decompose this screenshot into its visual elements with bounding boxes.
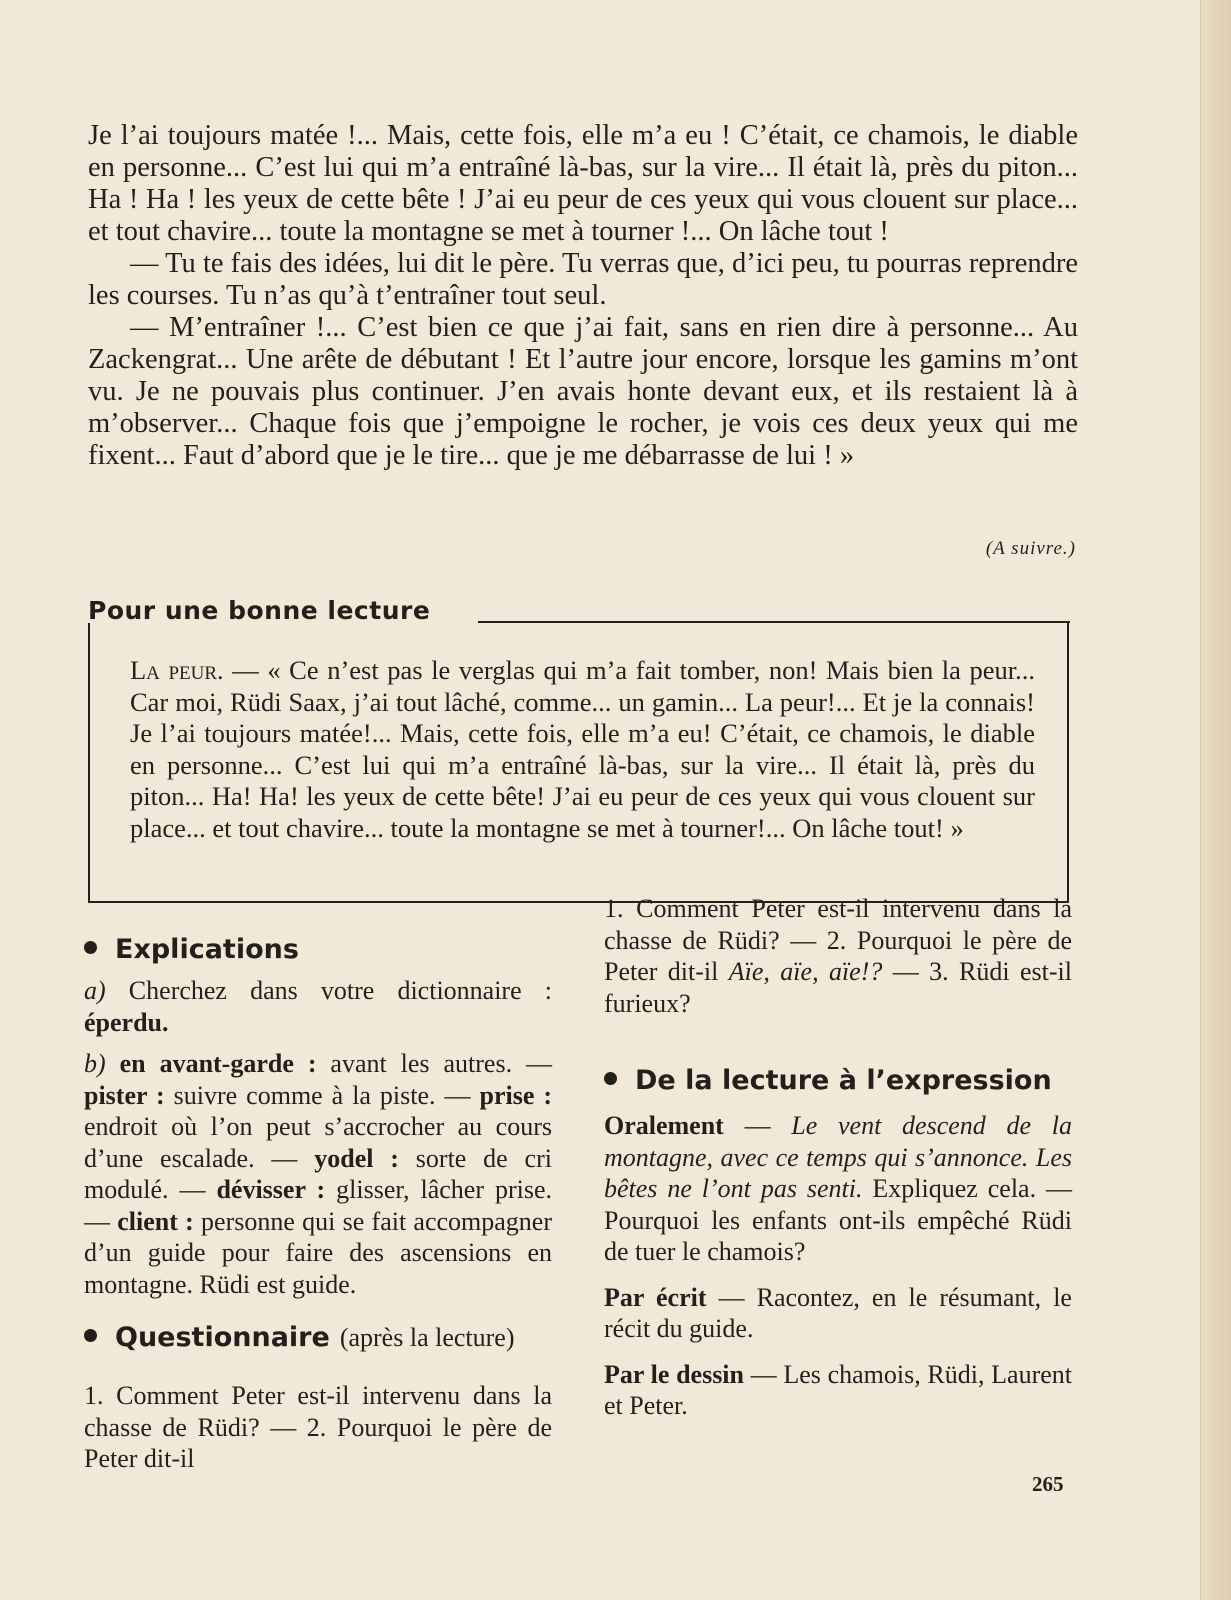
- page-edge: [1200, 0, 1231, 1600]
- vocab-def: avant les autres. —: [316, 1049, 553, 1078]
- exercise-quote: Le vent descend de la montagne, avec ce temps qui s’annonce. Les bêtes ne l’ont pas senti.: [604, 1111, 1072, 1203]
- reading-text: [130, 655, 1035, 844]
- vocab-def: personne qui se fait accompagner d’un guide pour faire des ascensions en montagne. Rüdi est guide.: [84, 1206, 553, 1299]
- explications-heading: [84, 934, 552, 965]
- vocab-term: dévisser :: [216, 1175, 326, 1204]
- vocab-term: yodel :: [314, 1143, 399, 1173]
- right-column: [604, 894, 1072, 1422]
- story-paragraph: — Tu te fais des idées, lui dit le père. Tu verras que, d’ici peu, tu pourras reprendre les courses. Tu n’as qu’à t’entraîner tout seul.: [88, 248, 1078, 311]
- question-italic: Aïe, aïe, aïe!?: [728, 957, 883, 986]
- expression-heading: [604, 1065, 1072, 1096]
- vocab-def: endroit où l’on peut s’accrocher au cours d’une escalade. —: [84, 1112, 552, 1173]
- dash: —: [723, 1111, 792, 1140]
- question-text: — 3. Rüdi est-il furieux?: [604, 957, 1072, 1018]
- item-letter: b): [84, 1049, 106, 1078]
- question-text: 1. Comment Peter est-il intervenu dans la chasse de Rüdi? — 2. Pourquoi le père de Peter dit-il: [604, 894, 1072, 986]
- bullet-icon: [84, 941, 97, 954]
- oral-exercise: [604, 1110, 1072, 1268]
- exercise-text: — Racontez, en le résumant, le récit du guide.: [604, 1282, 1072, 1343]
- questionnaire-hint: (après la lecture): [339, 1323, 515, 1352]
- vocab-term: prise :: [479, 1080, 552, 1110]
- reading-label: La peur.: [130, 655, 224, 685]
- written-exercise: [604, 1282, 1072, 1345]
- exercise-label: Oralement: [604, 1111, 724, 1140]
- vocab-def: suivre comme à la piste. —: [164, 1080, 480, 1110]
- vocab-def: sorte de cri modulé. —: [84, 1143, 552, 1204]
- story-paragraph: — M’entraîner !... C’est bien ce que j’ai fait, sans en rien dire à personne... Au Zackengrat... Une arête de débutant ! Et l’autre jour encore, lorsque les gamins m’ont vu. Je ne pouvais plus continuer. J’en avais honte devant eux, et ils restaient là à m’observer... Chaque fois que j’empoigne le rocher, je vois ces deux yeux qui me fixent... Faut d’abord que je le tire... que je me débarrasse de lui ! »: [88, 312, 1078, 471]
- vocab-term: pister :: [84, 1080, 165, 1110]
- drawing-exercise: [604, 1359, 1072, 1422]
- expression-title: De la lecture à l’expression: [635, 1065, 1052, 1096]
- vocab-term: client :: [117, 1206, 194, 1236]
- exercise-text: — Les chamois, Rüdi, Laurent et Peter.: [604, 1359, 1072, 1420]
- exercise-text: Expliquez cela. — Pourquoi les enfants ont-ils empêché Rüdi de tuer le chamois?: [604, 1174, 1072, 1266]
- explication-b: [84, 1048, 552, 1300]
- item-letter: a): [84, 976, 106, 1005]
- questionnaire-continued: [604, 894, 1072, 1019]
- vocab-def: glisser, lâcher prise. —: [84, 1175, 552, 1236]
- questionnaire-title: Questionnaire: [115, 1322, 330, 1353]
- explication-a: [84, 975, 552, 1038]
- vocab-term: en avant-garde :: [119, 1049, 317, 1078]
- vocab-term: éperdu.: [84, 1007, 169, 1037]
- question-line: [84, 1380, 552, 1473]
- story-text: [88, 120, 1078, 472]
- reading-heading: Pour une bonne lecture: [88, 596, 431, 625]
- bullet-icon: [84, 1329, 97, 1342]
- left-column: [84, 934, 552, 1353]
- story-paragraph: Je l’ai toujours matée !... Mais, cette fois, elle m’a eu ! C’était, ce chamois, le diable en personne... C’est lui qui m’a entraîné là-bas, sur la vire... Il était là, près du piton... Ha ! Ha ! les yeux de cette bête ! J’ai eu peur de ces yeux qui vous clouent sur place... et tout chavire... toute la montagne se met à tourner !... On lâche tout !: [88, 120, 1078, 247]
- question-text: 1. Comment Peter est-il intervenu dans la chasse de Rüdi? — 2. Pourquoi le père de Peter dit-il: [84, 1381, 552, 1473]
- questionnaire-heading: [84, 1322, 552, 1353]
- exercise-label: Par écrit: [604, 1282, 707, 1312]
- explications-title: Explications: [115, 934, 299, 965]
- item-text: Cherchez dans votre dictionnaire :: [105, 976, 552, 1005]
- page-number: 265: [1032, 1472, 1064, 1496]
- bullet-icon: [604, 1072, 617, 1085]
- questionnaire-text-left: [84, 1380, 552, 1473]
- to-be-continued: (A suivre.): [985, 538, 1076, 559]
- reading-body: — « Ce n’est pas le verglas qui m’a fait tomber, non! Mais bien la peur... Car moi, Rüdi Saax, j’ai tout lâché, comme... un gamin... La peur!... Et je la connais! Je l’ai toujours matée!... Mais, cette fois, elle m’a eu! C’était, ce chamois, le diable en personne... C’est lui qui m’a entraîné là-bas, sur la vire... Il était là, près du piton... Ha! Ha! les yeux de cette bête! J’ai eu peur de ces yeux qui vous clouent sur place... et tout chavire... toute la montagne se met à tourner!... On lâche tout! »: [130, 655, 1035, 843]
- exercise-label: Par le dessin: [604, 1359, 744, 1389]
